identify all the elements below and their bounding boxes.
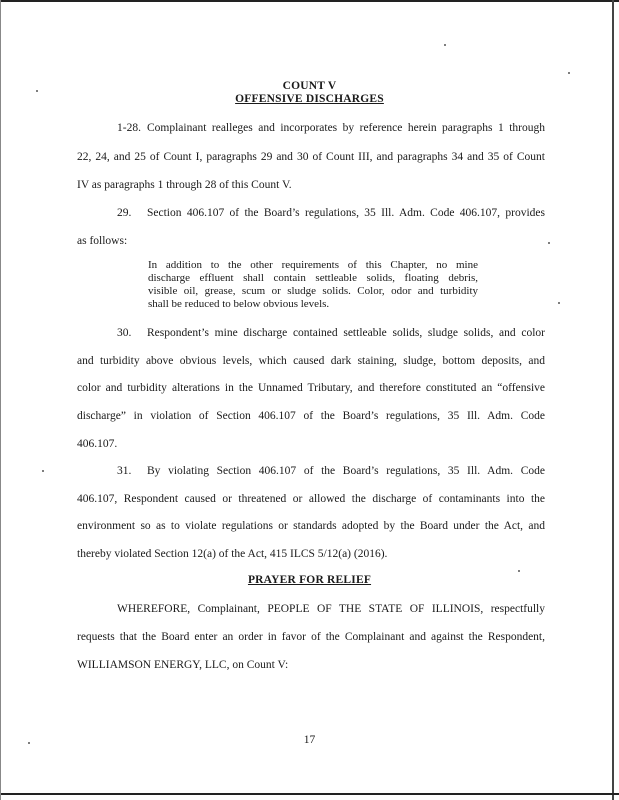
para-30-number: 30.	[117, 327, 132, 339]
page-number: 17	[303, 734, 316, 746]
prayer-line-3: WILLIAMSON ENERGY, LLC, on Count V:	[77, 659, 289, 671]
scan-speck	[558, 302, 560, 304]
para-1-28-line-1: 1-28. Complainant realleges and incorporates by reference herein paragraphs 1 through	[117, 122, 545, 134]
prayer-heading: PRAYER FOR RELIEF	[247, 574, 372, 586]
para-31-line-1: 31. By violating Section 406.107 of the Board’s regulations, 35 Ill. Adm. Code	[117, 465, 545, 477]
para-29-line-1: 29. Section 406.107 of the Board’s regulations, 35 Ill. Adm. Code 406.107, provides	[117, 207, 545, 219]
para-29-line-2: as follows:	[77, 235, 128, 247]
block-quote-line-1: In addition to the other requirements of this Chapter, no mine	[148, 259, 478, 271]
para-30-line-3: color and turbidity alterations in the Unnamed Tributary, and therefore constituted an “offensive	[77, 382, 545, 394]
para-30-line-5: 406.107.	[77, 438, 118, 450]
scan-speck	[42, 470, 44, 472]
para-31-line-4: thereby violated Section 12(a) of the Act, 415 ILCS 5/12(a) (2016).	[77, 548, 388, 560]
prayer-line-1: WHEREFORE, Complainant, PEOPLE OF THE STATE OF ILLINOIS, respectfully	[117, 603, 545, 615]
scan-speck	[36, 90, 38, 92]
scan-border-top	[0, 0, 619, 2]
para-1-28-line-3: IV as paragraphs 1 through 28 of this Count V.	[77, 179, 292, 191]
para-1-28-number: 1-28.	[117, 122, 141, 134]
scan-speck	[444, 44, 446, 46]
scan-speck	[548, 242, 550, 244]
scan-speck	[568, 72, 570, 74]
scan-border-bottom	[0, 793, 619, 795]
count-heading: COUNT V	[282, 80, 337, 92]
para-31-number: 31.	[117, 465, 132, 477]
scan-speck	[28, 742, 30, 744]
para-30-line-1: 30. Respondent’s mine discharge contained settleable solids, sludge solids, and color	[117, 327, 545, 339]
scan-border-left	[0, 0, 1, 800]
block-quote-line-4: shall be reduced to below obvious levels.	[148, 298, 330, 310]
para-31-line-2: 406.107, Respondent caused or threatened or allowed the discharge of contaminants into the	[77, 493, 545, 505]
scan-border-right	[612, 0, 614, 800]
block-quote-line-2: discharge effluent shall contain settleable solids, floating debris,	[148, 272, 478, 284]
prayer-line-2: requests that the Board enter an order in favor of the Complainant and against the Respondent,	[77, 631, 545, 643]
para-30-line-2: and turbidity above obvious levels, which caused dark staining, sludge, bottom deposits, and	[77, 355, 545, 367]
para-30-line-4: discharge” in violation of Section 406.107 of the Board’s regulations, 35 Ill. Adm. Code	[77, 410, 545, 422]
para-1-28-line-2: 22, 24, and 25 of Count I, paragraphs 29 and 30 of Count III, and paragraphs 34 and 35 of Count	[77, 151, 545, 163]
para-31-line-3: environment so as to violate regulations or standards adopted by the Board under the Act, and	[77, 520, 545, 532]
block-quote-line-3: visible oil, grease, scum or sludge solids. Color, odor and turbidity	[148, 285, 478, 297]
count-subheading: OFFENSIVE DISCHARGES	[235, 93, 384, 105]
scan-speck	[518, 570, 520, 572]
para-29-number: 29.	[117, 207, 132, 219]
